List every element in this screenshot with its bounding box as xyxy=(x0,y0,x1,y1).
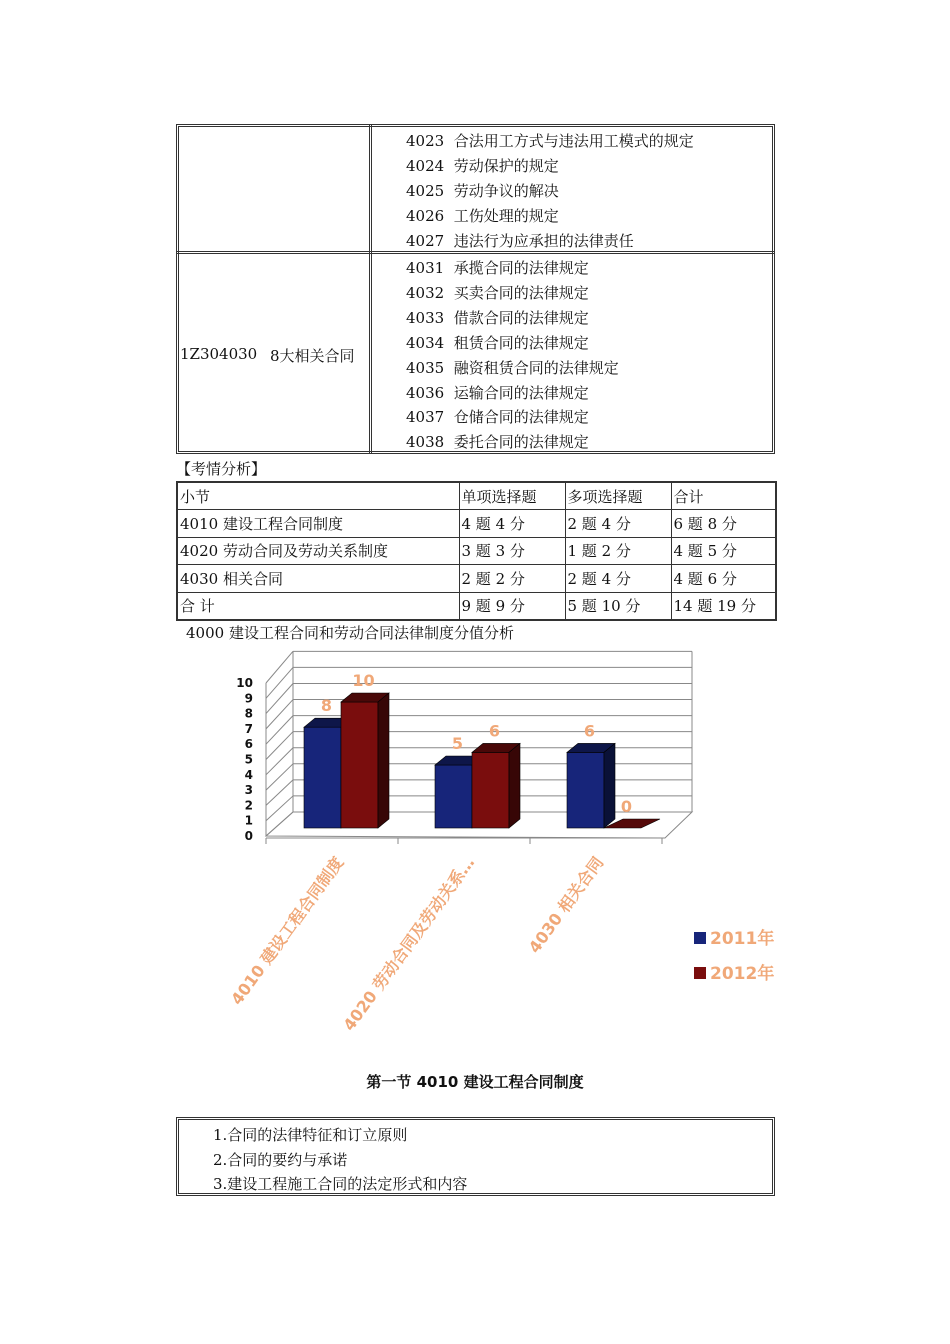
category-label: 4030 相关合同 xyxy=(524,853,608,957)
header-cell: 单项选择题 xyxy=(459,482,565,510)
data-label: 10 xyxy=(352,671,375,690)
y-tick-label: 1 xyxy=(244,813,253,828)
table-cell: 4 题 4 分 xyxy=(459,510,565,538)
list-item: 4036 运输合同的法律规定 xyxy=(406,383,589,402)
list-item: 4024 劳动保护的规定 xyxy=(406,157,559,175)
toc-item: 3.建设工程施工合同的法定形式和内容 xyxy=(213,1175,468,1193)
bar-front xyxy=(304,727,341,828)
analysis-heading: 【考情分析】 xyxy=(176,460,267,478)
y-tick-label: 8 xyxy=(244,706,253,721)
header-cell: 多项选择题 xyxy=(565,482,671,510)
chart-caption: 4000 建设工程合同和劳动合同法律制度分值分析 xyxy=(186,624,514,642)
list-item: 4026 工伤处理的规定 xyxy=(406,207,559,225)
category-label: 4010 建设工程合同制度 xyxy=(227,853,348,1009)
gridline-side xyxy=(266,796,293,821)
list-item: 4031 承揽合同的法律规定 xyxy=(406,259,589,277)
table-cell: 2 题 4 分 xyxy=(565,565,671,593)
table-cell: 14 题 19 分 xyxy=(671,592,776,620)
data-label: 6 xyxy=(583,721,596,741)
legend-label: 2012年 xyxy=(710,964,775,984)
y-tick-label: 6 xyxy=(244,737,253,752)
y-tick-label: 0 xyxy=(244,829,253,843)
list-item: 4027 违法行为应承担的法律责任 xyxy=(406,232,634,250)
y-tick-label: 5 xyxy=(244,752,253,767)
bar-side xyxy=(604,743,615,828)
header-cell: 合计 xyxy=(671,482,776,510)
table-cell: 2 题 4 分 xyxy=(565,510,671,538)
data-label: 0 xyxy=(620,797,633,816)
bar-front xyxy=(435,765,472,828)
bar-front xyxy=(341,702,378,828)
table-cell: 4010 建设工程合同制度 xyxy=(177,510,459,538)
data-label: 6 xyxy=(488,721,501,741)
table-cell: 5 题 10 分 xyxy=(565,592,671,620)
y-tick-label: 4 xyxy=(244,767,253,782)
list-item: 4032 买卖合同的法律规定 xyxy=(406,283,589,302)
gridline-side xyxy=(266,700,293,729)
gridline-side xyxy=(266,683,293,713)
bar-front xyxy=(567,752,604,828)
gridline-side xyxy=(266,651,293,683)
legend-swatch xyxy=(694,967,706,979)
toc-item: 1.合同的法律特征和订立原则 xyxy=(213,1126,408,1144)
gridline-side xyxy=(266,716,293,745)
table-cell: 9 题 9 分 xyxy=(459,592,565,620)
bar-side xyxy=(378,693,389,828)
list-item: 4038 委托合同的法律规定 xyxy=(406,433,589,452)
list-item: 4025 劳动争议的解决 xyxy=(406,182,559,200)
section-name: 8大相关合同 xyxy=(270,347,355,365)
y-tick-label: 7 xyxy=(244,721,253,736)
table-cell: 6 题 8 分 xyxy=(671,510,776,538)
table-cell: 4 题 6 分 xyxy=(671,565,776,593)
list-item: 4035 融资租赁合同的法律规定 xyxy=(406,358,619,377)
data-label: 5 xyxy=(451,734,464,753)
gridline-side xyxy=(266,764,293,790)
data-label: 8 xyxy=(320,696,333,716)
header-cell: 小节 xyxy=(177,482,459,510)
list-item: 4033 借款合同的法律规定 xyxy=(406,308,589,327)
section-title: 第一节 4010 建设工程合同制度 xyxy=(366,1073,584,1091)
y-tick-label: 9 xyxy=(244,691,253,706)
gridline-side xyxy=(266,667,293,698)
y-tick-label: 3 xyxy=(244,783,253,798)
legend-swatch xyxy=(694,932,706,944)
gridline-side xyxy=(266,748,293,775)
toc-item: 2.合同的要约与承诺 xyxy=(213,1151,348,1169)
table-cell: 3 题 3 分 xyxy=(459,537,565,565)
gridline-side xyxy=(266,732,293,760)
gridline-side xyxy=(266,780,293,806)
table-cell: 4 题 5 分 xyxy=(671,537,776,565)
table-cell: 4030 相关合同 xyxy=(177,565,459,593)
y-tick-label: 2 xyxy=(244,798,253,813)
table-cell: 4020 劳动合同及劳动关系制度 xyxy=(177,537,459,565)
category-label: 4020 劳动合同及劳动关系… xyxy=(339,853,479,1035)
bar-front xyxy=(472,752,509,828)
table-cell: 2 题 2 分 xyxy=(459,565,565,593)
y-tick-label: 10 xyxy=(236,676,253,690)
legend-label: 2011年 xyxy=(710,929,775,949)
bar-side xyxy=(509,743,520,828)
section-code: 1Z304030 xyxy=(180,345,258,363)
list-item: 4037 仓储合同的法律规定 xyxy=(406,408,589,427)
list-item: 4023 合法用工方式与违法用工模式的规定 xyxy=(406,132,694,150)
table-cell: 1 题 2 分 xyxy=(565,537,671,565)
table-cell: 合 计 xyxy=(177,592,459,620)
list-item: 4034 租赁合同的法律规定 xyxy=(406,333,589,352)
